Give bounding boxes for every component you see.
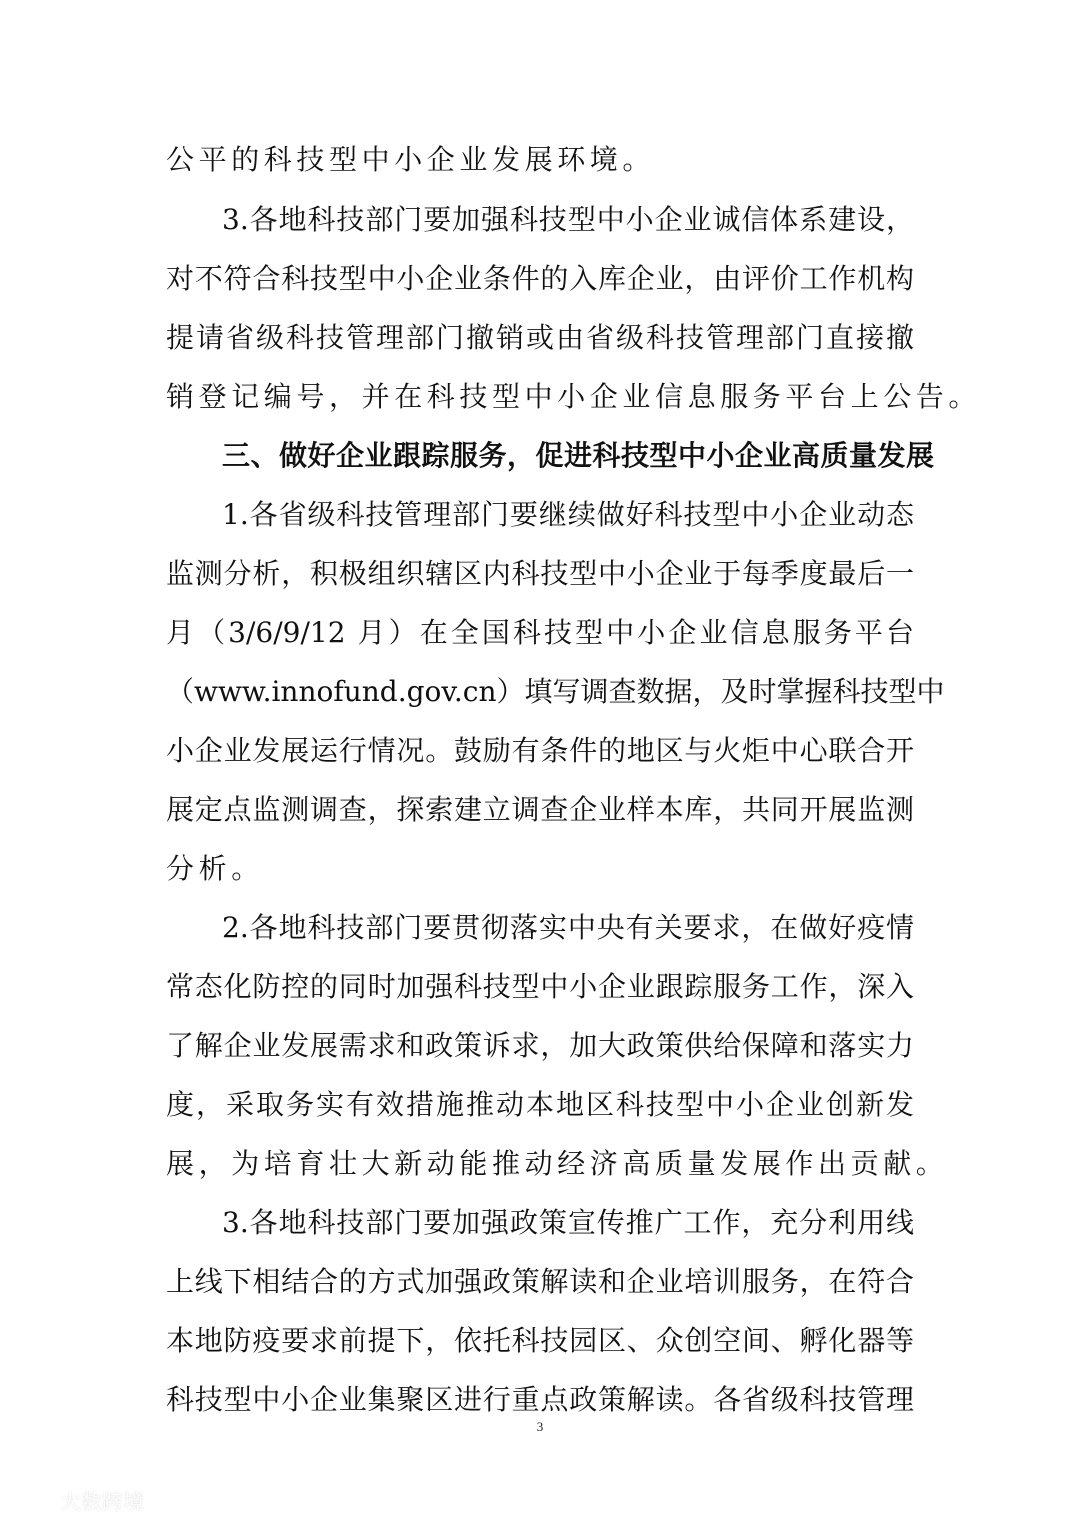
text-line: 分析。 bbox=[166, 852, 264, 885]
paragraph-start: 1.各省级科技管理部门要继续做好科技型中小企业动态 bbox=[222, 498, 914, 531]
paragraph-start: 3.各地科技部门要加强政策宣传推广工作，充分利用线 bbox=[222, 1206, 914, 1239]
text-line: 提请省级科技管理部门撤销或由省级科技管理部门直接撤 bbox=[166, 321, 914, 354]
page-number: 3 bbox=[536, 1419, 544, 1434]
weibo-logo-icon bbox=[12, 1489, 52, 1513]
text-line: 度，采取务实有效措施推动本地区科技型中小企业创新发 bbox=[166, 1088, 914, 1121]
text-line: 展定点监测调查，探索建立调查企业样本库，共同开展监测 bbox=[166, 793, 914, 826]
text-line: 监测分析，积极组织辖区内科技型中小企业于每季度最后一 bbox=[166, 557, 914, 590]
text-line: 了解企业发展需求和政策诉求，加大政策供给保障和落实力 bbox=[166, 1029, 914, 1062]
text-line: 常态化防控的同时加强科技型中小企业跟踪服务工作，深入 bbox=[166, 970, 914, 1003]
text-line: 本地防疫要求前提下，依托科技园区、众创空间、孵化器等 bbox=[166, 1324, 914, 1357]
paragraph-start: 3.各地科技部门要加强科技型中小企业诚信体系建设， bbox=[222, 203, 914, 236]
text-line: 对不符合科技型中小企业条件的入库企业，由评价工作机构 bbox=[166, 262, 914, 295]
text-line: （www.innofund.gov.cn）填写调查数据，及时掌握科技型中 bbox=[166, 675, 945, 708]
watermark bbox=[12, 1488, 144, 1514]
text-line: 上线下相结合的方式加强政策解读和企业培训服务，在符合 bbox=[166, 1265, 914, 1298]
watermark-text: 大数跨境 bbox=[60, 1490, 144, 1514]
text-line: 销登记编号，并在科技型中小企业信息服务平台上公告。 bbox=[166, 380, 982, 413]
text-line: 展，为培育壮大新动能推动经济高质量发展作出贡献。 bbox=[166, 1147, 949, 1180]
text-line: 小企业发展运行情况。鼓励有条件的地区与火炬中心联合开 bbox=[166, 734, 914, 767]
paragraph-start: 2.各地科技部门要贯彻落实中央有关要求，在做好疫情 bbox=[222, 911, 914, 944]
text-line: 科技型中小企业集聚区进行重点政策解读。各省级科技管理 bbox=[166, 1383, 914, 1416]
section-heading: 三、做好企业跟踪服务，促进科技型中小企业高质量发展 bbox=[222, 439, 935, 472]
text-line: 月（3/6/9/12 月）在全国科技型中小企业信息服务平台 bbox=[166, 616, 914, 649]
text-line: 公平的科技型中小企业发展环境。 bbox=[166, 143, 656, 176]
